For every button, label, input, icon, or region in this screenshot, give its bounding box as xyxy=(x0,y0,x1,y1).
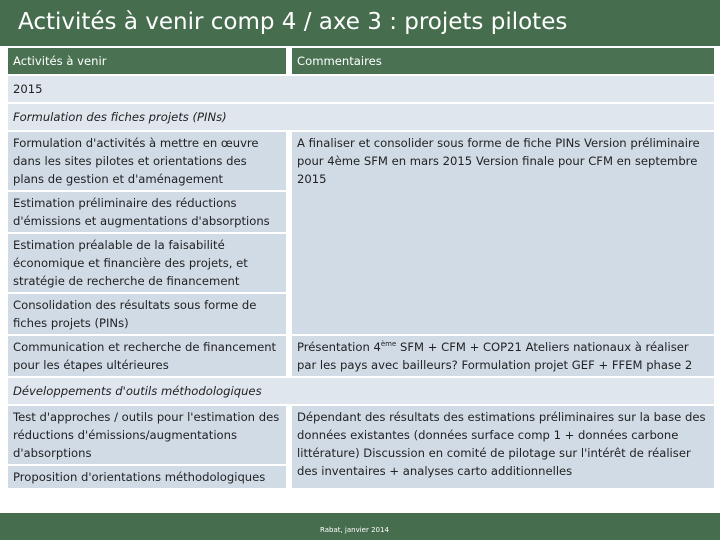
title-bar xyxy=(0,0,720,46)
table-row xyxy=(8,132,714,190)
footer-text: Rabat, janvier 2014 xyxy=(320,526,389,534)
slide-title: Activités à venir comp 4 / axe 3 : projets pilotes xyxy=(18,9,568,35)
comment-cell: A finaliser et consolider sous forme de fiche PINs Version préliminaire pour 4ème SFM en mars 2015 Version finale pour CFM en septembre 2015 xyxy=(292,132,714,334)
activity-cell: Formulation d'activités à mettre en œuvre dans les sites pilotes et orientations des plans de gestion et d'aménagement xyxy=(8,132,292,190)
section-row xyxy=(8,104,714,130)
activity-cell: Estimation préliminaire des réductions d'émissions et augmentations d'absorptions xyxy=(8,192,292,232)
comment-text-post: SFM + CFM + COP21 Ateliers nationaux à réaliser par les pays avec bailleurs? Formulation projet GEF + FFEM phase 2 xyxy=(297,340,693,372)
year-label: 2015 xyxy=(8,76,714,102)
section-row xyxy=(8,378,714,404)
year-row xyxy=(8,76,714,102)
section-title-pins: Formulation des fiches projets (PINs) xyxy=(8,104,714,130)
header-comments: Commentaires xyxy=(292,48,714,74)
header-activities: Activités à venir xyxy=(8,48,292,74)
comment-cell xyxy=(292,336,714,376)
activity-cell: Consolidation des résultats sous forme de fiches projets (PINs) xyxy=(8,294,292,334)
activities-table xyxy=(8,46,714,526)
section-title-tools: Développements d'outils méthodologiques xyxy=(8,378,714,404)
activity-cell: Proposition d'orientations méthodologiques xyxy=(8,466,292,488)
table-row xyxy=(8,406,714,464)
activity-cell: Test d'approches / outils pour l'estimation des réductions d'émissions/augmentations d'absorptions xyxy=(8,406,292,464)
comment-cell: Dépendant des résultats des estimations préliminaires sur la base des données existantes (données surface comp 1 + données carbone littérature) Discussion en comité de pilotage sur l'intérêt de réaliser des inventaires + analyses carto additionnelles xyxy=(292,406,714,488)
table-header-row xyxy=(8,48,714,74)
activity-cell: Communication et recherche de financement pour les étapes ultérieures xyxy=(8,336,292,376)
comment-text-pre: Présentation 4 xyxy=(297,340,381,354)
table-row xyxy=(8,336,714,376)
comment-superscript: ème xyxy=(380,340,397,349)
activity-cell: Estimation préalable de la faisabilité économique et financière des projets, et stratégie de recherche de financement xyxy=(8,234,292,292)
